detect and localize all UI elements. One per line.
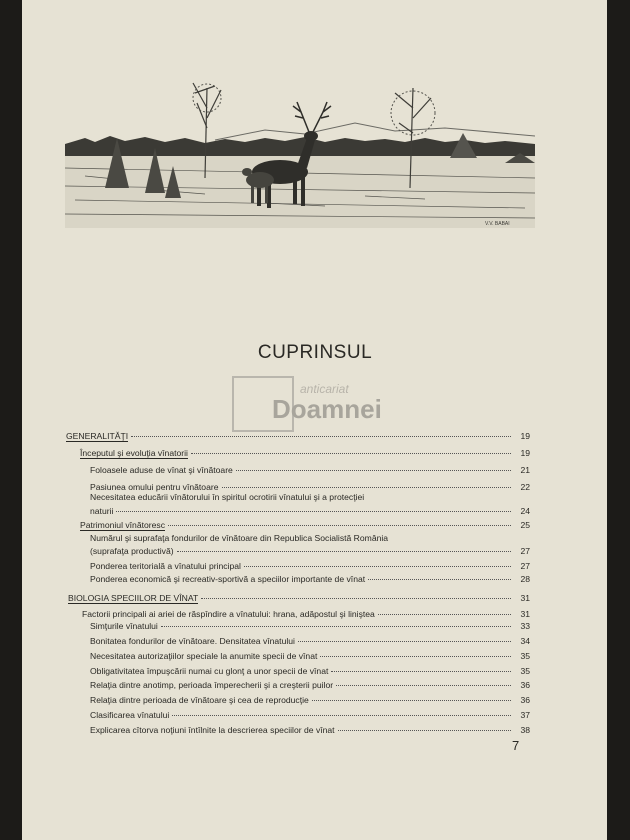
toc-entry: naturii 24: [90, 506, 530, 516]
toc-entry: Foloasele aduse de vînat şi vînătoare 21: [90, 465, 530, 475]
svg-text:V.V. BABAI: V.V. BABAI: [485, 221, 510, 227]
toc-entry-line: Numărul şi suprafaţa fondurilor de vînătoare din Republica Socialistă România: [90, 533, 389, 543]
toc-entry-line: Necesitatea educării vînătorului în spiritul ocrotirii vînatului şi a protecţiei: [90, 492, 365, 502]
toc-entry: Explicarea cîtorva noţiuni întîlnite la descrierea speciilor de vînat 38: [90, 725, 530, 735]
page-title: CUPRINSUL: [257, 342, 373, 363]
toc-entry: Factorii principali ai ariei de răspîndire a vînatului: hrana, adăpostul şi liniştea 31: [82, 609, 530, 619]
toc-entry: Obligativitatea împuşcării numai cu glonţ a unor specii de vînat 35: [90, 666, 530, 676]
toc-entry: Relaţia dintre anotimp, perioada împerecherii şi a creşterii puilor 36: [90, 680, 530, 690]
toc-entry: Patrimoniul vînătoresc 25: [80, 520, 530, 530]
toc-entry: Relaţia dintre perioada de vînătoare şi cea de reproducţie 36: [90, 695, 530, 705]
toc-entry: Ponderea teritorială a vînatului principal 27: [90, 561, 530, 571]
toc-entry: Simţurile vînatului 33: [90, 621, 530, 631]
toc-entry: Bonitatea fondurilor de vînătoare. Densitatea vînatului 34: [90, 636, 530, 646]
toc-entry: GENERALITĂŢI 19: [66, 431, 530, 441]
toc-entry: Clasificarea vînatului 37: [90, 710, 530, 720]
toc-entry: Necesitatea autorizaţiilor speciale la anumite specii de vînat 35: [90, 651, 530, 661]
watermark-small-text: anticariat: [300, 382, 349, 396]
toc-entry: Începutul şi evoluţia vînatorii 19: [80, 448, 530, 458]
watermark-large-text: Doamnei: [272, 394, 382, 424]
toc-entry: Ponderea economică şi recreativ-sportivă a speciilor importante de vînat 28: [90, 574, 530, 584]
page-number: 7: [512, 738, 520, 753]
toc-entry: Pasiunea omului pentru vînătoare 22: [90, 482, 530, 492]
toc-entry: BIOLOGIA SPECIILOR DE VÎNAT 31: [68, 593, 530, 603]
toc-entry: (suprafaţa productivă) 27: [90, 546, 530, 556]
